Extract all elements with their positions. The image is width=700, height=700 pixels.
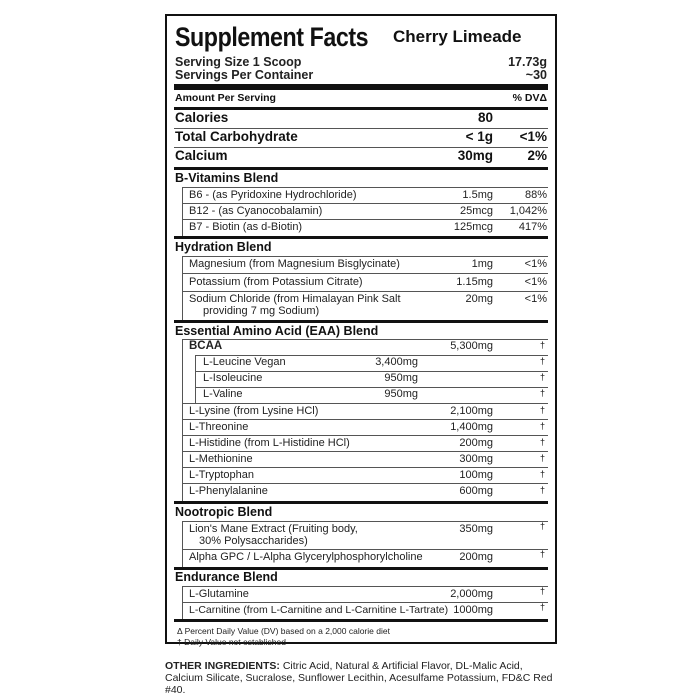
glutamine-label: L-Glutamine <box>189 588 249 600</box>
medium-rule <box>174 167 548 170</box>
b7-amount: 125mcg <box>453 221 493 233</box>
valine-label: L-Valine <box>203 388 243 400</box>
b6-dv: 88% <box>524 189 547 201</box>
divider <box>195 387 548 388</box>
divider <box>182 435 548 436</box>
alpha-gpc-amount: 200mg <box>459 551 493 563</box>
lions-mane-dv: † <box>539 521 545 531</box>
b7-dv: 417% <box>518 221 547 233</box>
divider <box>182 291 548 292</box>
sodium-amount: 20mg <box>465 293 493 305</box>
tryptophan-label: L-Tryptophan <box>189 469 255 481</box>
supplement-facts-panel <box>165 14 557 647</box>
medium-rule <box>174 501 548 504</box>
divider <box>182 586 548 587</box>
other-ingredients-label: OTHER INGREDIENTS: <box>165 660 280 672</box>
sodium-dv: <1% <box>524 293 547 305</box>
threonine-label: L-Threonine <box>189 421 249 433</box>
amount-per-serving-header: Amount Per Serving <box>175 92 276 104</box>
alpha-gpc-label: Alpha GPC / L-Alpha Glycerylphosphorylcholine <box>189 551 423 563</box>
eaa-blend-title: Essential Amino Acid (EAA) Blend <box>175 324 379 338</box>
indent-line <box>182 586 183 619</box>
divider <box>182 203 548 204</box>
calcium-label: Calcium <box>175 148 228 163</box>
sodium-label: Sodium Chloride (from Himalayan Pink Salt <box>189 293 401 305</box>
medium-rule <box>174 236 548 239</box>
divider <box>182 219 548 220</box>
carnitine-dv: † <box>539 602 545 612</box>
dv-header: % DVΔ <box>512 92 547 104</box>
total-carbohydrate-label: Total Carbohydrate <box>175 129 298 144</box>
carnitine-label: L-Carnitine (from L-Carnitine and L-Carnitine L-Tartrate) <box>189 604 449 616</box>
glutamine-dv: † <box>539 586 545 596</box>
bcaa-label: BCAA <box>189 340 223 352</box>
serving-size-value: 17.73g <box>508 55 547 69</box>
divider <box>182 419 548 420</box>
divider <box>182 483 548 484</box>
endurance-blend-title: Endurance Blend <box>175 570 278 584</box>
bcaa-dv: † <box>539 340 545 350</box>
b12-amount: 25mcg <box>459 205 493 217</box>
divider <box>182 256 548 257</box>
divider <box>182 187 548 188</box>
other-ingredients <box>165 660 560 696</box>
valine-dv: † <box>539 388 545 398</box>
divider <box>182 273 548 274</box>
medium-rule <box>174 320 548 323</box>
flavor-name: Cherry Limeade <box>393 27 522 46</box>
b-vitamins-blend-title: B-Vitamins Blend <box>175 171 279 185</box>
footnote-dv: Δ Percent Daily Value (DV) based on a 2,000 calorie diet <box>177 626 390 636</box>
phenylalanine-dv: † <box>539 485 545 495</box>
calories-amount: 80 <box>477 110 493 125</box>
isoleucine-dv: † <box>539 372 545 382</box>
sodium-label-line2: providing 7 mg Sodium) <box>203 305 320 317</box>
methionine-dv: † <box>539 453 545 463</box>
total-carbohydrate-dv: <1% <box>519 129 547 144</box>
servings-per-container-value: ~30 <box>525 68 547 82</box>
threonine-dv: † <box>539 421 545 431</box>
calcium-dv: 2% <box>527 148 547 163</box>
isoleucine-label: L-Isoleucine <box>203 372 263 384</box>
histidine-dv: † <box>539 437 545 447</box>
lysine-dv: † <box>539 405 545 415</box>
magnesium-label: Magnesium (from Magnesium Bisglycinate) <box>189 258 400 270</box>
leucine-dv: † <box>539 356 545 366</box>
divider <box>182 467 548 468</box>
footnote-dagger: † Daily Value not established <box>177 637 286 647</box>
lysine-amount: 2,100mg <box>450 405 493 417</box>
indent-line <box>182 521 183 567</box>
other-ingredients-text: Citric Acid, Natural & Artificial Flavor, DL-Malic Acid, Calcium Silicate, Sucralose, Sunflower Lecithin, Acesulfame Potassium, FD&C Red #40. <box>165 660 553 696</box>
phenylalanine-amount: 600mg <box>459 485 493 497</box>
carnitine-amount: 1000mg <box>453 604 493 616</box>
magnesium-amount: 1mg <box>471 258 493 270</box>
total-carbohydrate-amount: < 1g <box>465 129 493 144</box>
threonine-amount: 1,400mg <box>450 421 493 433</box>
methionine-label: L-Methionine <box>189 453 253 465</box>
lysine-label: L-Lysine (from Lysine HCl) <box>189 405 319 417</box>
indent-line <box>182 339 183 501</box>
valine-amount: 950mg <box>384 388 418 400</box>
leucine-amount: 3,400mg <box>375 356 418 368</box>
divider <box>182 549 548 550</box>
leucine-label: L-Leucine Vegan <box>203 356 286 368</box>
methionine-amount: 300mg <box>459 453 493 465</box>
medium-rule <box>174 619 548 622</box>
tryptophan-dv: † <box>539 469 545 479</box>
servings-per-container-label: Servings Per Container <box>175 68 314 82</box>
divider <box>182 451 548 452</box>
divider <box>182 602 548 603</box>
isoleucine-amount: 950mg <box>384 372 418 384</box>
b7-label: B7 - Biotin (as d-Biotin) <box>189 221 303 233</box>
indent-line <box>182 187 183 236</box>
phenylalanine-label: L-Phenylalanine <box>189 485 268 497</box>
glutamine-amount: 2,000mg <box>450 588 493 600</box>
histidine-amount: 200mg <box>459 437 493 449</box>
calcium-amount: 30mg <box>457 148 493 163</box>
panel-title: Supplement Facts <box>175 22 369 52</box>
potassium-amount: 1.15mg <box>456 276 493 288</box>
b6-amount: 1.5mg <box>462 189 493 201</box>
nootropic-blend-title: Nootropic Blend <box>175 505 273 519</box>
divider <box>182 521 548 522</box>
bcaa-amount: 5,300mg <box>450 340 493 352</box>
histidine-label: L-Histidine (from L-Histidine HCl) <box>189 437 350 449</box>
thick-rule <box>174 84 548 90</box>
calories-label: Calories <box>175 110 229 125</box>
lions-mane-label: Lion's Mane Extract (Fruiting body, <box>189 523 358 535</box>
b6-label: B6 - (as Pyridoxine Hydrochloride) <box>189 189 357 201</box>
divider <box>182 403 548 404</box>
indent-line <box>182 256 183 320</box>
lions-mane-amount: 350mg <box>459 523 493 535</box>
indent-line <box>195 355 196 403</box>
magnesium-dv: <1% <box>524 258 547 270</box>
b12-dv: 1,042% <box>509 205 547 217</box>
potassium-dv: <1% <box>524 276 547 288</box>
divider <box>182 339 548 340</box>
tryptophan-amount: 100mg <box>459 469 493 481</box>
b12-label: B12 - (as Cyanocobalamin) <box>189 205 323 217</box>
alpha-gpc-dv: † <box>539 549 545 559</box>
lions-mane-label-line2: 30% Polysaccharides) <box>199 535 308 547</box>
hydration-blend-title: Hydration Blend <box>175 240 272 254</box>
serving-size-label: Serving Size 1 Scoop <box>175 55 302 69</box>
potassium-label: Potassium (from Potassium Citrate) <box>189 276 363 288</box>
